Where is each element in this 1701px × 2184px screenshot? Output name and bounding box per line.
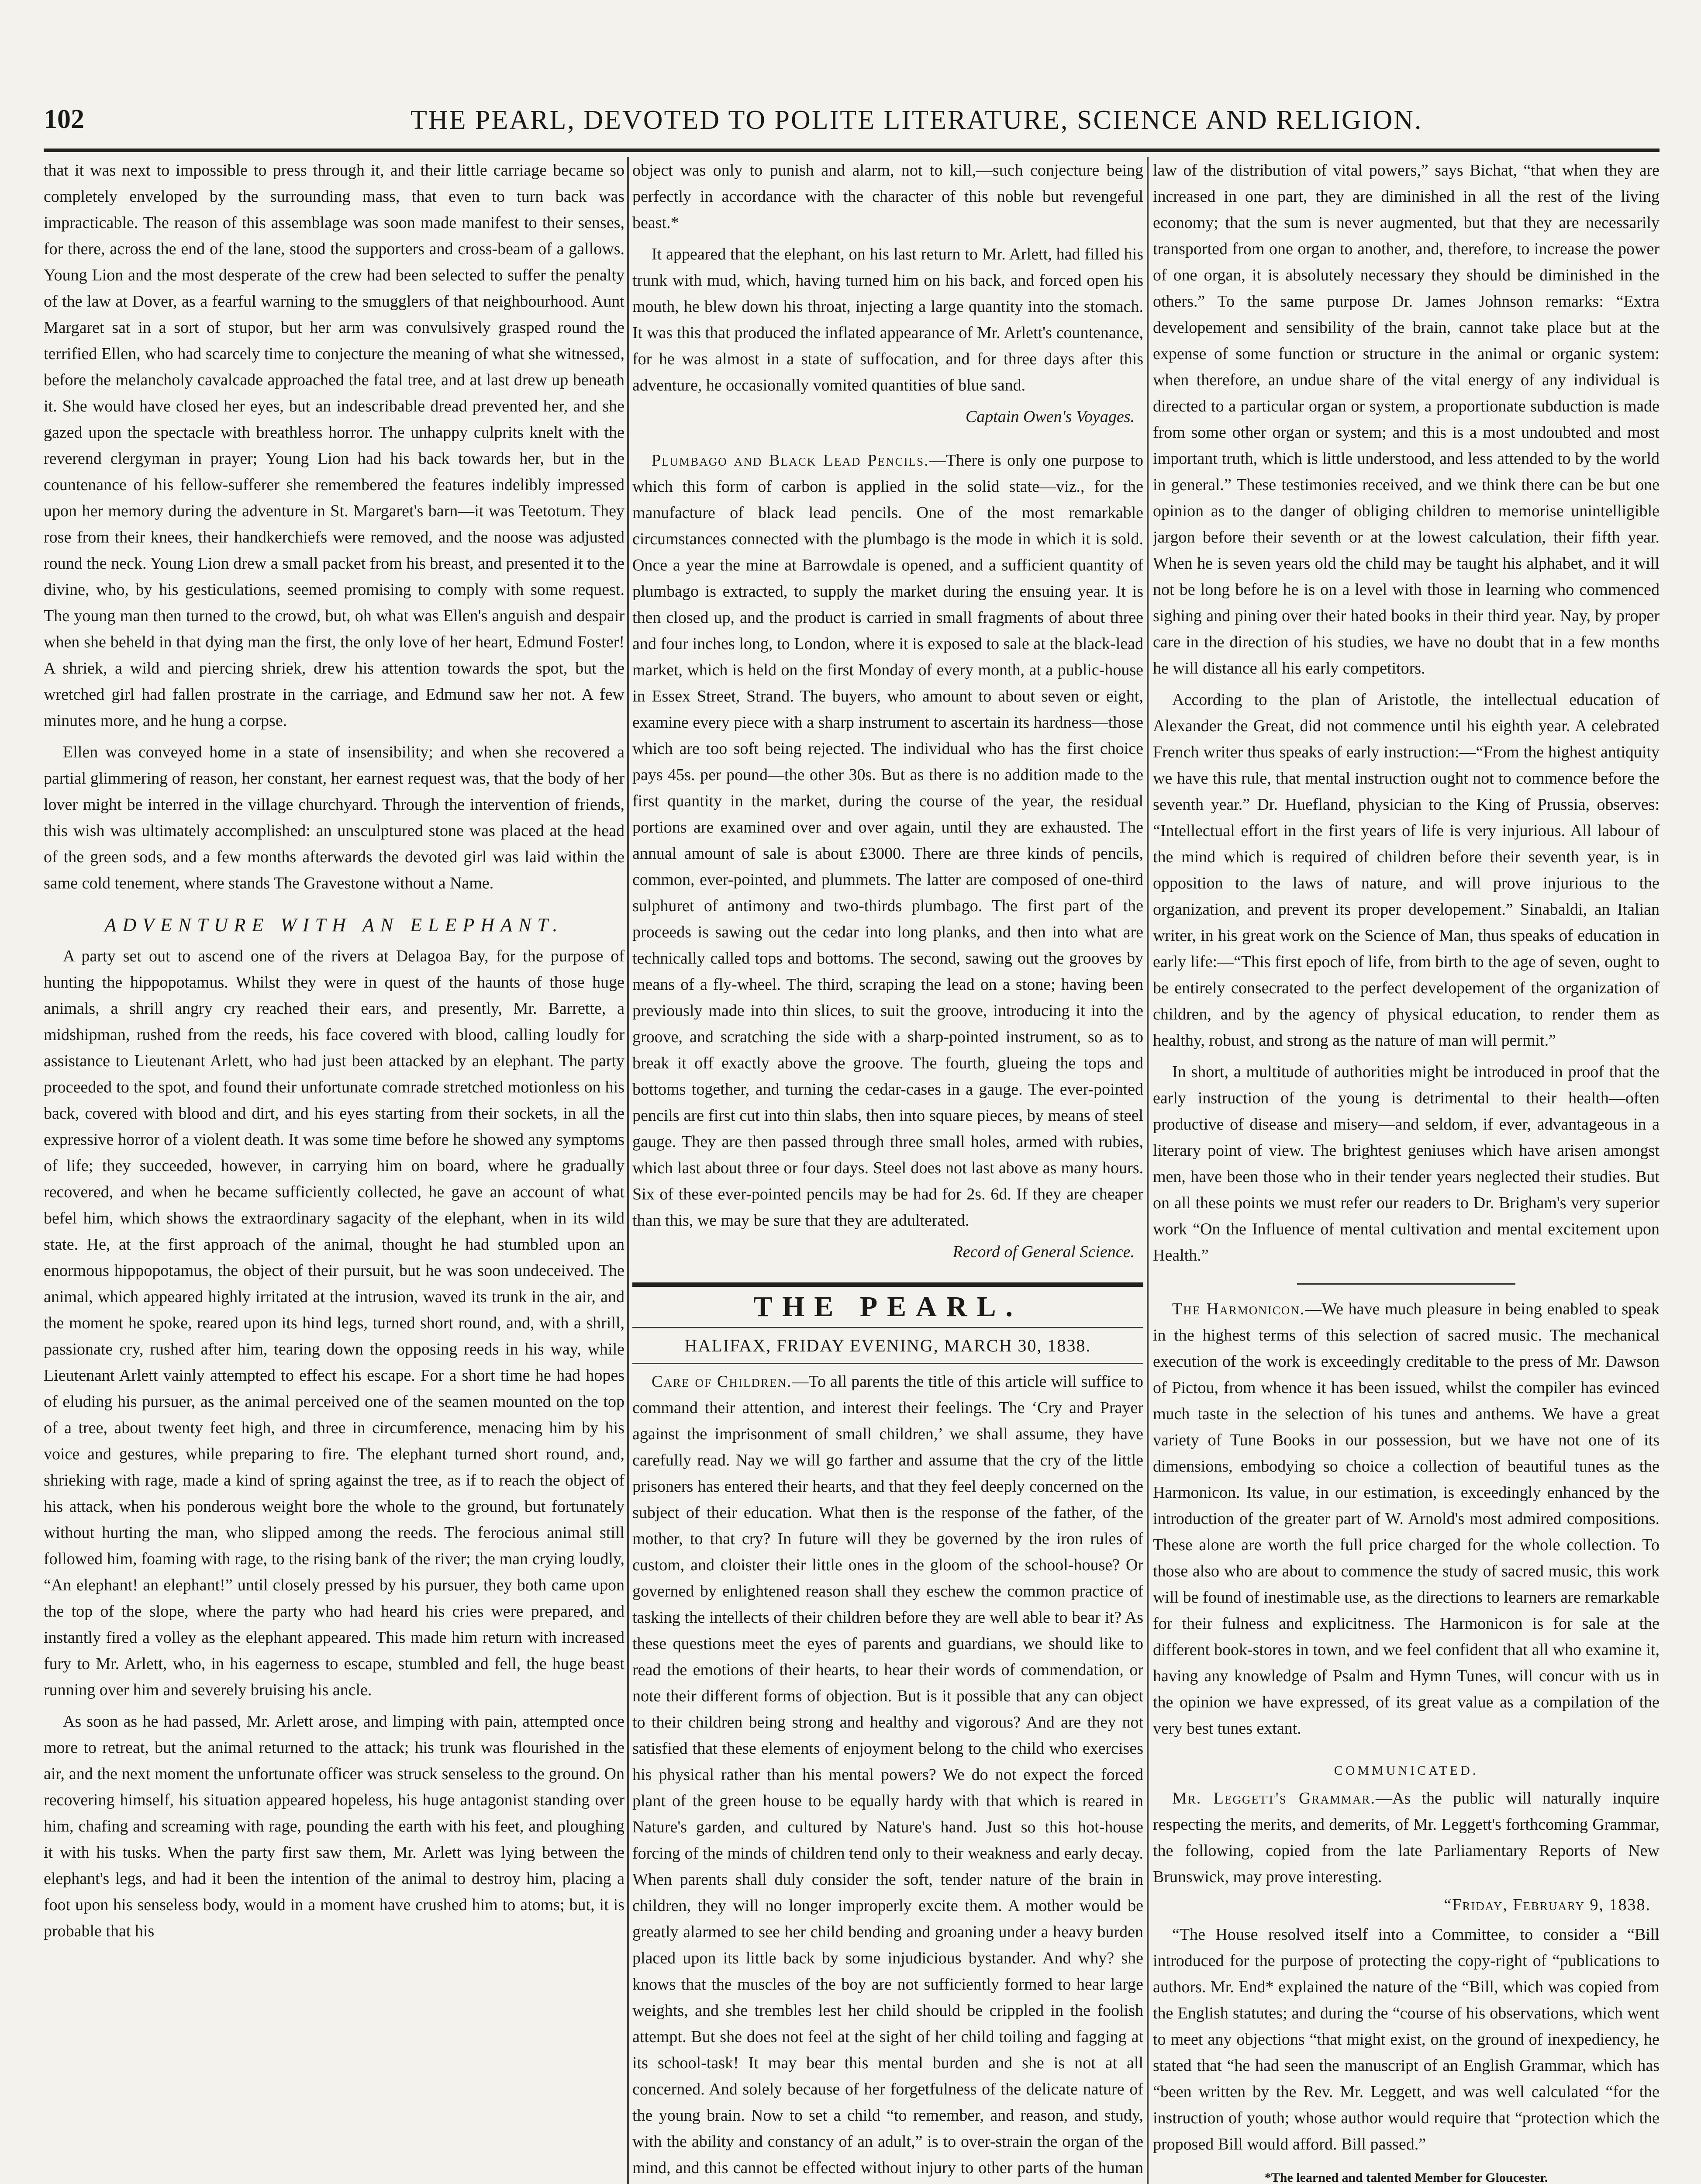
quoted-report: “The House resolved itself into a Committee, to consider a “Bill introduced for the purpose of protecting the copy-right of “publications to authors. Mr. End* explained the nature of the “Bill, which was copied from the English statutes; and during the “course of his observations, which went to meet any objections “that might exist, on the ground of inexpediency, he stated that “he had seen the manuscript of an English Grammar, which has “been written by the Rev. Mr. Leggett, and was well calculated “for the instruction of youth; whose author would require that “protection which the proposed Bill would afford. Bill passed.” (1153, 1925, 1660, 2153)
article-paragraph: In short, a multitude of authorities might be introduced in proof that the early instruction of the young is detrimental to their health—often productive of disease and misery—and seldom, if ever, advantageous in a literary point of view. The brightest geniuses which have arisen amongst men, have been those who in their tender years neglected their studies. But on all these points we must refer our readers to Dr. Brigham's very superior work “On the Influence of mental cultivation and mental excitement upon Health.” (1153, 1063, 1660, 1265)
column-1 (44, 157, 625, 2184)
page-number: 102 (44, 104, 84, 134)
article-body: As the public will naturally inquire respecting the merits, and demerits, of Mr. Leggett's forthcoming Grammar, the following, copied from the late Parliamentary Reports of New Brunswick, may prove interesting. (1153, 1789, 1660, 1886)
article-paragraph: law of the distribution of vital powers,” says Bichat, “that when they are increased in one part, they are diminished in all the rest of the living economy; that the sum is never augmented, but that they are necessarily transported from one organ to another, and, therefore, to increase the power of one organ, it is absolutely necessary they should be diminished in the others.” To the same purpose Dr. James Johnson remarks: “Extra developement and sensibility of the brain, cannot take place but at the expense of some function or structure in the animal or organic system: when therefore, an undue share of the vital energy of any individual is directed to a particular organ or system, a proportionate subduction is made from some other organ or system; and this is a most undoubted and most important truth, which is little understood, and less attended to by the world in general.” These testimonies received, and we think there can be but one opinion as to the danger of obliging children to memorise unintelligible jargon before their seventh or at the lowest calculation, their fifth year. When he is seven years old the child may be taught his alphabet, and it will not be long before he is on a level with those in learning who commenced sighing and pining over their hated books in their third year. Nay, by proper care in the direction of his studies, we have no doubt that in a few months he will distance all his early competitors. (1153, 161, 1660, 677)
column-divider (1147, 157, 1149, 2184)
header-rule (44, 149, 1660, 152)
article-heading: Mr. Leggett's Grammar. (1172, 1789, 1376, 1807)
paper-name: THE PEARL. (753, 1291, 1023, 1323)
article-heading: Care of Children. (652, 1372, 792, 1391)
section-rule (632, 1282, 1143, 1287)
column-divider (627, 157, 629, 2184)
article-plumbago: Plumbago and Black Lead Pencils.—There is only one purpose to which this form of carbon is applied in the solid state—viz., for the manufacture of black lead pencils. One of the most remarkable circumstances connected with the plumbago is the mode in which it is sold. Once a year the mine at Barrowdale is opened, and a sufficient quantity of plumbago is extracted, to supply the market during the ensuing year. It is then closed up, and the product is carried in small fragments of about three and four inches long, to London, where it is exposed to sale at the black-lead market, which is held on the first Monday of every month, at a public-house in Essex Street, Strand. The buyers, who amount to about seven or eight, examine every piece with a sharp instrument to ascertain its hardness—those which are too soft being rejected. The individual who has the first choice pays 45s. per pound—the other 30s. But as there is no addition made to the first quantity in the market, during the course of the year, the residual portions are examined over and over again, until they are exhausted. The annual amount of sale is about £3000. There are three kinds of pencils, common, ever-pointed, and plummets. The latter are composed of one-third sulphuret of antimony and two-thirds plumbago. The first part of the proceeds is sawing out the cedar into long planks, and then into what are technically called tops and bottoms. The second, sawing out the grooves by means of a fly-wheel. The third, scraping the lead on a stone; having been previously made into thin slices, to suit the groove, introducing it into the groove, and scratching the side with a sharp-pointed instrument, so as to break it off exactly above the groove. The fourth, glueing the tops and bottoms together, and turning the cedar-cases in a gauge. The ever-pointed pencils are first cut into thin slabs, then into square pieces, by means of steel gauge. They are then passed through three small holes, armed with rubies, which last about three or four days. Steel does not last above as many hours. Six of these ever-pointed pencils may be had for 2s. 6d. If they are cheaper than this, we may be sure that they are adulterated. (632, 451, 1143, 1230)
article-care-of-children: Care of Children.—To all parents the title of this article will suffice to command their attention, and interest their feelings. The ‘Cry and Prayer against the imprisonment of small children,’ we shall assume, they have carefully read. Nay we will go farther and assume that the cry of the little prisoners has entered their hearts, and that they feel deeply concerned on the subject of their education. What then is the response of the father, of the mother, to that cry? In future will they be governed by the iron rules of custom, and cloister their little ones in the gloom of the school-house? Or governed by enlightened reason shall they eschew the common practice of tasking the intellects of their children before they are well able to bear it? As these questions meet the eyes of parents and guardians, we should like to read the emotions of their hearts, to hear their words of commendation, or note their different forms of objection. But is it possible that any can object to their children being strong and healthy and vigorous? And are they not satisfied that these elements of enjoyment belong to the child who exercises his physical rather than his mental powers? We do not expect the forced plant of the green house to be equally hardy with that which is reared in Nature's garden, and cultured by Nature's hand. Just so this hot-house forcing of the minds of children tend only to their weakness and early decay. When parents shall duly consider the soft, tender nature of the brain in children, they will no longer improperly excite them. A mother would be greatly alarmed to see her child bending and groaning under a heavy burden placed upon its little back by some injudicious bystander. And why? she knows that the muscles of the boy are not sufficiently formed to hear large weights, and she trembles lest her child should be crippled in the foolish attempt. But she does not feel at the sight of her child toiling and fagging at its school-task! It may bear this mental burden and she is not at all concerned. And solely because of her forgetfulness of the delicate nature of the young brain. Now to set a child “to remember, and reason, and study, with the ability and constancy of an adult,” is to over-strain the organ of the mind, and this cannot be effected without injury to other parts of the human (632, 1368, 1143, 2184)
article-grammar: Mr. Leggett's Grammar.—As the public will naturally inquire respecting the merits, and demerits, of Mr. Leggett's forthcoming Grammar, the following, copied from the late Parliamentary Reports of New Brunswick, may prove interesting. (1153, 1789, 1660, 1886)
article-body: There is only one purpose to which this form of carbon is applied in the solid state—viz., for the manufacture of black lead pencils. One of the most remarkable circumstances connected with the plumbago is the mode in which it is sold. Once a year the mine at Barrowdale is opened, and a sufficient quantity of plumbago is extracted, to supply the market during the ensuing year. It is then closed up, and the product is carried in small fragments of about three and four inches long, to London, where it is exposed to sale at the black-lead market, which is held on the first Monday of every month, at a public-house in Essex Street, Strand. The buyers, who amount to about seven or eight, examine every piece with a sharp instrument to ascertain its hardness—those which are too soft being rejected. The individual who has the first choice pays 45s. per pound—the other 30s. But as there is no addition made to the first quantity in the market, during the course of the year, the residual portions are examined over and over again, until they are exhausted. The annual amount of sale is about £3000. There are three kinds of pencils, common, ever-pointed, and plummets. The latter are composed of one-third sulphuret of antimony and two-thirds plumbago. The first part of the proceeds is sawing out the cedar into long planks, and then into what are technically called tops and bottoms. The second, sawing out the grooves by means of a fly-wheel. The third, scraping the lead on a stone; having been previously made into thin slices, to suit the groove, introducing it into the groove, and scratching the side with a sharp-pointed instrument, so as to break it off exactly above the groove. The fourth, glueing the tops and bottoms together, and turning the cedar-cases in a gauge. The ever-pointed pencils are first cut into thin slabs, then into square pieces, by means of steel gauge. They are then passed through three small holes, armed with rubies, which last about three or four days. Steel does not last above as many hours. Six of these ever-pointed pencils may be had for 2s. 6d. If they are cheaper than this, we may be sure that they are adulterated. (632, 451, 1143, 1230)
section-rule (632, 1363, 1143, 1364)
source-credit: Record of General Science. (952, 1243, 1135, 1261)
communicated-heading: COMMUNICATED. (1334, 1763, 1479, 1778)
article-heading: The Harmonicon. (1172, 1300, 1305, 1318)
article-paragraph: A party set out to ascend one of the rivers at Delagoa Bay, for the purpose of hunting the hippopotamus. Whilst they were in quest of the haunts of those huge animals, a shrill angry cry reached their ears, and presently, Mr. Barrette, a midshipman, rushed from the reeds, his face covered with blood, calling loudly for assistance to Lieutenant Arlett, who had just been attacked by an elephant. The party proceeded to the spot, and found their unfortunate comrade stretched motionless on his back, covered with blood and dirt, and his eyes starting from their sockets, in all the expressive horror of a violent death. It was some time before he showed any symptoms of life; they succeeded, however, in carrying him on board, where he gradually recovered, and when he became sufficiently collected, he gave an account of what befel him, which shows the extraordinary sagacity of the elephant, when in its wild state. He, at the first approach of the animal, thought he had stumbled upon an enormous hippopotamus, the object of their pursuit, but he was soon undeceived. The animal, which appeared highly irritated at the intrusion, waved its trunk in the air, and the moment he spoke, reared upon its hind legs, turned short round, and, with a shrill, passionate cry, rushed after him, tearing down the opposing reeds in his way, while Lieutenant Arlett vainly attempted to effect his escape. For a short time he had hopes of eluding his pursuer, as the animal perceived one of the seamen mounted on the top of a tree, about twenty feet high, and three in circumference, menacing him by his voice and gestures, while preparing to fire. The elephant turned short round, and, shrieking with rage, made a kind of spring against the tree, as if to reach the object of his attack, when his ponderous weight bore the whole to the ground, but fortunately without hurting the man, who slipped among the reeds. The ferocious animal still followed him, foaming with rage, to the rising bank of the river; the man crying loudly, “An elephant! an elephant!” until closely pressed by his pursuer, they both came upon the top of the slope, where the party who had heard his cries were prepared, and instantly fired a volley as the elephant appeared. This made him return with increased fury to Mr. Arlett, who, in his eagerness to escape, stumbled and fell, the huge beast running over him and severely bruising his ancle. (44, 947, 625, 1699)
story-paragraph: that it was next to impossible to press through it, and their little carriage became so completely enveloped by the surrounding mass, that even to turn back was impracticable. The reason of this assemblage was soon made manifest to their senses, for there, across the end of the lane, stood the supporters and cross-beam of a gallows. Young Lion and the most desperate of the crew had been selected to suffer the penalty of the law at Dover, as a fearful warning to the smugglers of that neighbourhood. Aunt Margaret sat in a sort of stupor, but her arm was convulsively grasped round the terrified Ellen, who had scarcely time to conjecture the meaning of what she witnessed, before the melancholy cavalcade approached the fatal tree, and at last drew up beneath it. She would have closed her eyes, but an indescribable dread prevented her, and she gazed upon the spectacle with breathless horror. The unhappy culprits knelt with the reverend clergyman in prayer; Young Lion had his back towards her, but in the countenance of his fellow-sufferer she remembered the features indelibly impressed upon her memory during the adventure in St. Margaret's barn—it was Teetotum. They rose from their knees, their handkerchiefs were removed, and the noose was adjusted round the neck. Young Lion drew a small packet from his breast, and presented it to the divine, who, by his gesticulations, seemed promising to comply with some request. The young man then turned to the crowd, but, oh what was Ellen's anguish and despair when she beheld in that dying man the first, the only love of her heart, Edmund Foster! A shriek, a wild and piercing shriek, drew his attention towards the spot, but the wretched girl had fallen prostrate in the carriage, and Edmund saw her not. A few minutes more, and he hung a corpse. (44, 161, 625, 730)
footnote: *The learned and talented Member for Gloucester. (1264, 2170, 1548, 2184)
source-credit: Captain Owen's Voyages. (965, 408, 1135, 426)
section-rule (632, 1327, 1143, 1328)
article-paragraph: object was only to punish and alarm, not to kill,—such conjecture being perfectly in accordance with the character of this noble but revengeful beast.* (632, 161, 1143, 232)
dateline: HALIFAX, FRIDAY EVENING, MARCH 30, 1838. (684, 1336, 1091, 1355)
article-heading: Plumbago and Black Lead Pencils. (652, 451, 929, 470)
newspaper-page (26, 100, 1675, 2184)
article-paragraph: As soon as he had passed, Mr. Arlett arose, and limping with pain, attempted once more to retreat, but the animal returned to the attack; his trunk was flourished in the air, and the next moment the unfortunate officer was struck senseless to the ground. On recovering himself, his situation appeared hopeless, his huge antagonist standing over him, chafing and screaming with rage, pounding the earth with his feet, and ploughing it with his tusks. When the party first saw them, Mr. Arlett was lying between the elephant's legs, and had it been the intention of the animal to destroy him, placing a foot upon his senseless body, would in a moment have crushed him to atoms; but, it is probable that his (44, 1712, 625, 1940)
article-title-elephant: ADVENTURE WITH AN ELEPHANT. (104, 914, 564, 936)
article-body: To all parents the title of this article will suffice to command their attention, and interest their feelings. The ‘Cry and Prayer against the imprisonment of small children,’ we shall assume, they have carefully read. Nay we will go farther and assume that the cry of the little prisoners has entered their hearts, and that they feel deeply concerned on the subject of their education. What then is the response of the father, of the mother, to that cry? In future will they be governed by the iron rules of custom, and cloister their little ones in the gloom of the school-house? Or governed by enlightened reason shall they eschew the common practice of tasking the intellects of their children before they are well able to bear it? As these questions meet the eyes of parents and guardians, we should like to read the emotions of their hearts, to hear their words of commendation, or note their different forms of objection. But is it possible that any can object to their children being strong and healthy and vigorous? And are they not satisfied that these elements of enjoyment belong to the child who exercises his physical rather than his mental powers? We do not expect the forced plant of the green house to be equally hardy with that which is reared in Nature's garden, and cultured by Nature's hand. Just so this hot-house forcing of the minds of children tend only to their weakness and early decay. When parents shall duly consider the soft, tender nature of the brain in children, they will no longer improperly excite them. A mother would be greatly alarmed to see her child bending and groaning under a heavy burden placed upon its little back by some injudicious bystander. And why? she knows that the muscles of the boy are not sufficiently formed to hear large weights, and she trembles lest her child should be crippled in the foolish attempt. But she does not feel at the sight of her child toiling and fagging at its school-task! It may bear this mental burden and she is not at all concerned. And solely because of her forgetfulness of the delicate nature of the young brain. Now to set a child “to remember, and reason, and study, with the ability and constancy of an adult,” is to over-strain the organ of the mind, and this cannot be effected without injury to other parts of the human (632, 1372, 1143, 2177)
column-2 (632, 157, 1143, 2184)
quote-date: “Friday, February 9, 1838. (1444, 1896, 1651, 1914)
story-paragraph: Ellen was conveyed home in a state of insensibility; and when she recovered a partial glimmering of reason, her constant, her earnest request was, that the body of her lover might be interred in the village churchyard. Through the intervention of friends, this wish was ultimately accomplished: an unsculptured stone was placed at the head of the green sods, and a few months afterwards the devoted girl was laid within the same cold tenement, where stands The Gravestone without a Name. (44, 743, 625, 892)
section-rule (1297, 1283, 1515, 1285)
article-body: We have much pleasure in being enabled to speak in the highest terms of this selection of sacred music. The mechanical execution of the work is exceedingly creditable to the press of Mr. Dawson of Pictou, from whence it has been issued, whilst the compiler has evinced much taste in the selection of his tunes and anthems. We have a great variety of Tune Books in our possession, but we have not one of its dimensions, embodying so choice a collection of beautiful tunes as the Harmonicon. Its value, in our estimation, is exceedingly enhanced by the introduction of the greater part of W. Arnold's most admired compositions. These alone are worth the full price charged for the whole collection. To those also who are about to commence the study of sacred music, this work will be found of inestimable use, as the directions to learners are remarkable for their fulness and explicitness. The Harmonicon is for sale at the different book-stores in town, and we feel confident that all who examine it, having any knowledge of Psalm and Hymn Tunes, will concur with us in the opinion we have expressed, of its great value as a compilation of the very best tunes extant. (1153, 1300, 1660, 1738)
page-header (26, 100, 1675, 140)
running-head: THE PEARL, DEVOTED TO POLITE LITERATURE, SCIENCE AND RELIGION. (411, 105, 1423, 135)
column-3 (1153, 157, 1660, 2184)
article-paragraph: According to the plan of Aristotle, the intellectual education of Alexander the Great, did not commence until his eighth year. A celebrated French writer thus speaks of early instruction:—“From the highest antiquity we have this rule, that mental instruction ought not to commence before the seventh year.” Dr. Huefland, physician to the King of Prussia, observes: “Intellectual effort in the first years of life is very injurious. All labour of the mind which is required of children before their seventh year, is in opposition to the laws of nature, and will prove injurious to the organization, and prevent its proper developement.” Sinabaldi, an Italian writer, in his great work on the Science of Man, thus speaks of education in early life:—“This first epoch of life, from birth to the age of seven, ought to be entirely consecrated to the perfect developement of the organization of children, and by the agency of physical education, to render them as healthy, robust, and strong as the nature of man will permit.” (1153, 691, 1660, 1050)
article-harmonicon: The Harmonicon.—We have much pleasure in being enabled to speak in the highest terms of this selection of sacred music. The mechanical execution of the work is exceedingly creditable to the press of Mr. Dawson of Pictou, from whence it has been issued, whilst the compiler has evinced much taste in the selection of his tunes and anthems. We have a great variety of Tune Books in our possession, but we have not one of its dimensions, embodying so choice a collection of beautiful tunes as the Harmonicon. Its value, in our estimation, is exceedingly enhanced by the introduction of the greater part of W. Arnold's most admired compositions. These alone are worth the full price charged for the whole collection. To those also who are about to commence the study of sacred music, this work will be found of inestimable use, as the directions to learners are remarkable for their fulness and explicitness. The Harmonicon is for sale at the different book-stores in town, and we feel confident that all who examine it, having any knowledge of Psalm and Hymn Tunes, will concur with us in the opinion we have expressed, of its great value as a compilation of the very best tunes extant. (1153, 1300, 1660, 1738)
article-paragraph: It appeared that the elephant, on his last return to Mr. Arlett, had filled his trunk with mud, which, having turned him on his back, and forced open his mouth, he blew down his throat, injecting a large quantity into the stomach. It was this that produced the inflated appearance of Mr. Arlett's countenance, for he was almost in a state of suffocation, and for three days after this adventure, he occasionally vomited quantities of blue sand. (632, 245, 1143, 394)
